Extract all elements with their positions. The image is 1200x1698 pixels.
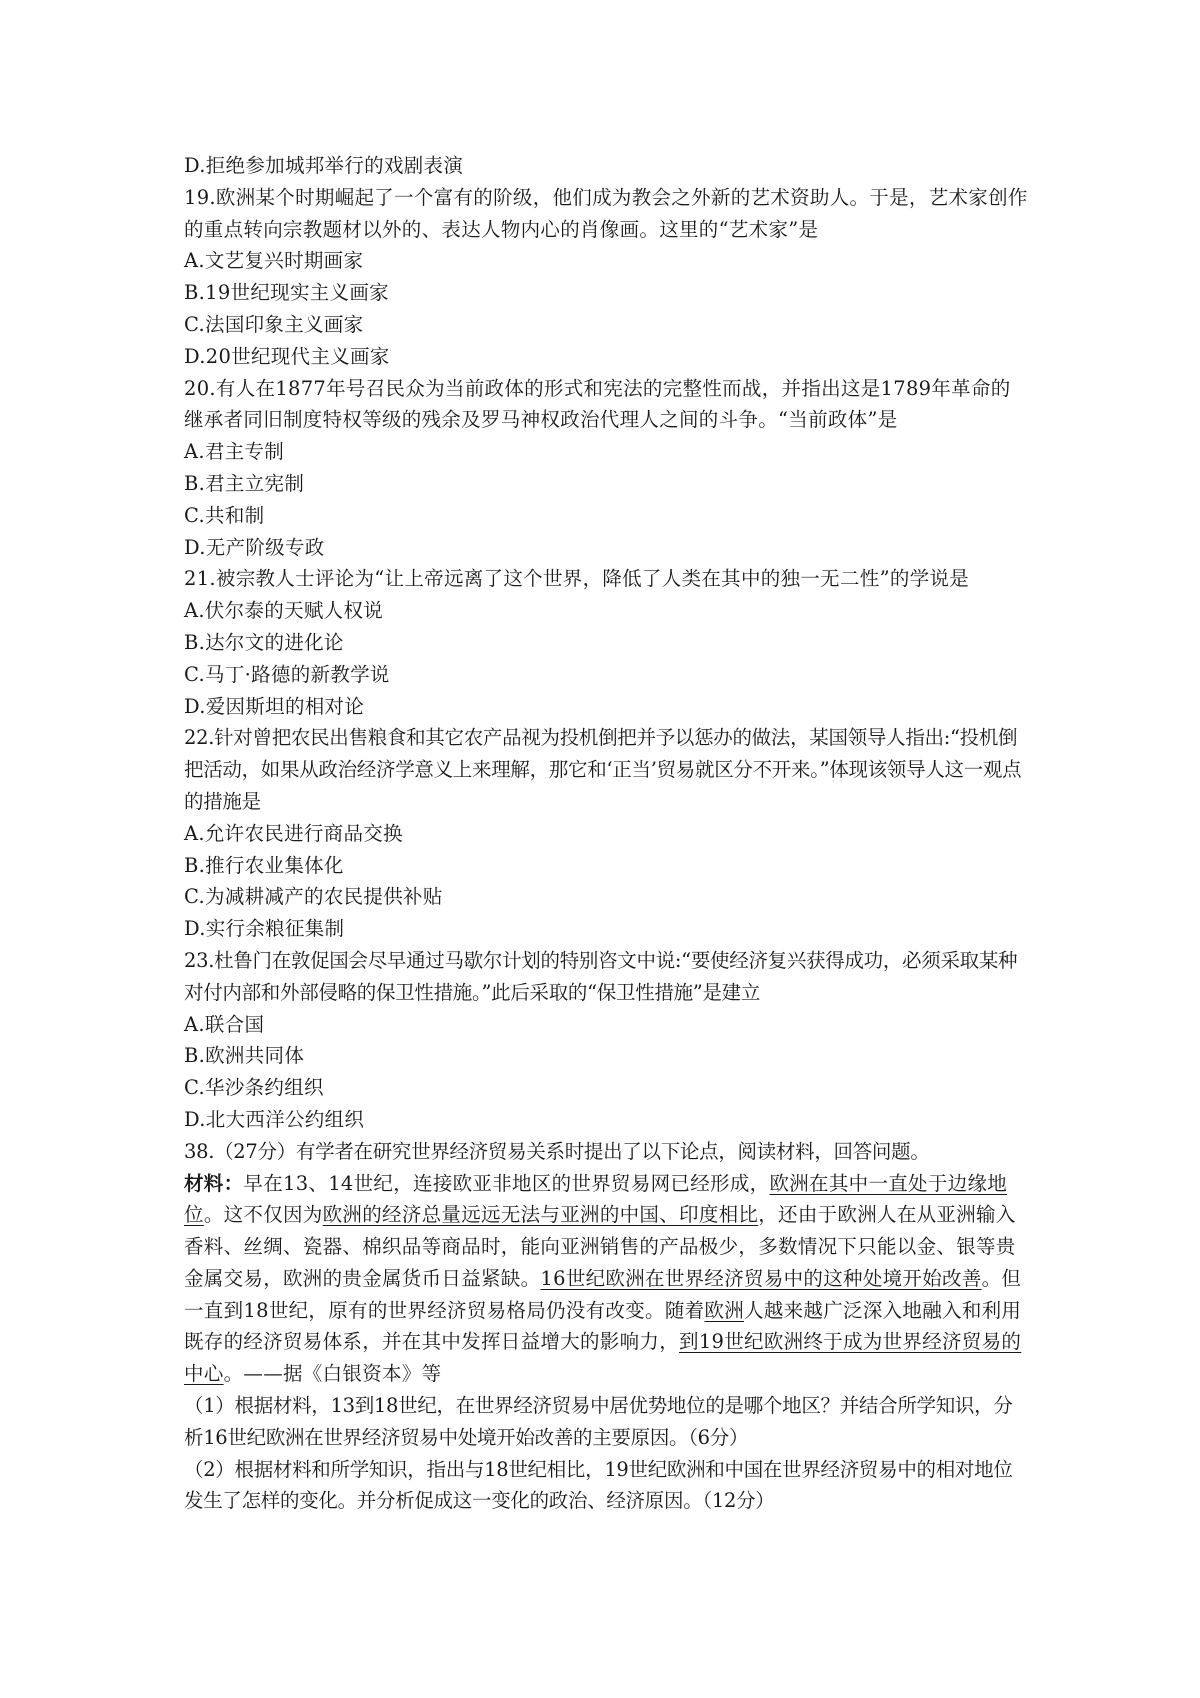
material-text-5: 人越来越广泛深入地融入和利用既存的经济贸易体系，并在其中发挥日益增大的影响力， [184,1298,1022,1354]
q23-option-a: A.联合国 [184,1012,265,1036]
q20-option-c: C.共和制 [184,503,265,527]
q22-option-d: D.实行余粮征集制 [184,917,345,941]
q38-sub-question-1: （1）根据材料，13到18世纪，在世界经济贸易中居优势地位的是哪个地区？并结合所学知识，分析16世纪欧洲在世界经济贸易中处境开始改善的主要原因。（6分） [184,1394,1013,1449]
q19-stem: 19.欧洲某个时期崛起了一个富有的阶级，他们成为教会之外新的艺术资助人。于是，艺术家创作的重点转向宗教题材以外的、表达人物内心的肖像画。这里的“艺术家”是 [184,185,1028,241]
q23-option-d: D.北大西洋公约组织 [184,1107,365,1131]
q18-option-d: D.拒绝参加城邦举行的戏剧表演 [184,154,464,177]
q21-option-a: A.伏尔泰的天赋人权说 [184,599,384,623]
material-underline-2: 欧洲的经济总量远远无法与亚洲的中国、印度相比 [322,1203,759,1227]
q22-option-a: A.允许农民进行商品交换 [184,821,403,845]
q38-intro: 38.（27分）有学者在研究世界经济贸易关系时提出了以下论点，阅读材料，回答问题。 [184,1139,930,1163]
page-content [184,150,1029,1517]
material-underline-1: 欧洲在其中一直处于边缘地位 [184,1171,1008,1227]
q19-option-a: A.文艺复兴时期画家 [184,249,364,273]
q21-option-b: B.达尔文的进化论 [184,630,344,654]
q22-option-c: C.为减耕减产的农民提供补贴 [184,885,443,909]
material-text-2: 。这不仅因为 [203,1203,323,1227]
q20-option-d: D.无产阶级专政 [184,535,325,559]
q22-option-b: B.推行农业集体化 [184,853,344,877]
material-underline-4: 欧洲 [704,1298,745,1322]
material-text-4: 。但一直到18世纪，原有的世界经济贸易格局仍没有改变。随着 [184,1266,1022,1322]
q20-option-b: B.君主立宪制 [184,471,305,495]
material-text-1: 早在13、14世纪，连接欧亚非地区的世界贸易网已经形成， [243,1171,770,1195]
q21-option-d: D.爱因斯坦的相对论 [184,694,365,718]
q23-stem: 23.杜鲁门在敦促国会尽早通过马歇尔计划的特别咨文中说:“要使经济复兴获得成功，必须采取某种对付内部和外部侵略的保卫性措施。”此后采取的“保卫性措施”是建立 [184,948,1018,1004]
q38-sub-question-2: （2）根据材料和所学知识，指出与18世纪相比，19世纪欧洲和中国在世界经济贸易中的相对地位发生了怎样的变化。并分析促成这一变化的政治、经济原因。（12分） [184,1457,1013,1513]
q20-stem: 20.有人在1877年号召民众为当前政体的形式和宪法的完整性而战，并指出这是1789年革命的继承者同旧制度特权等级的残余及罗马神权政治代理人之间的斗争。“当前政体”是 [184,376,1011,432]
q21-stem: 21.被宗教人士评论为“让上帝远离了这个世界，降低了人类在其中的独一无二性”的学说是 [184,567,970,591]
material-underline-3: 16世纪欧洲在世界经济贸易中的这种处境开始改善 [540,1266,982,1290]
material-text-3: ，还由于欧洲人在从亚洲输入香料、丝绸、瓷器、棉织品等商品时，能向亚洲销售的产品极少，多数情况下只能以金、银等贵金属交易，欧洲的贵金属货币日益紧缺。 [184,1203,1016,1290]
material-underline-5: 到19世纪欧洲终于成为世界经济贸易的中心 [184,1330,1022,1386]
q22-stem: 22.针对曾把农民出售粮食和其它农产品视为投机倒把并予以惩办的做法，某国领导人指出:“投机倒把活动，如果从政治经济学意义上来理解，那它和‘正当’贸易就区分不开来。”体现该领导人这一观点的措施是 [184,726,1022,813]
material-text-6: 。——据《白银资本》等 [223,1362,442,1386]
material-label: 材料： [184,1171,244,1195]
q38-material [184,1168,1029,1391]
q19-option-c: C.法国印象主义画家 [184,312,364,336]
q23-option-c: C.华沙条约组织 [184,1076,324,1100]
q19-option-d: D.20世纪现代主义画家 [184,344,390,368]
q20-option-a: A.君主专制 [184,440,285,464]
q23-option-b: B.欧洲共同体 [184,1044,305,1068]
q21-option-c: C.马丁·路德的新教学说 [184,662,390,686]
q19-option-b: B.19世纪现实主义画家 [184,281,389,305]
